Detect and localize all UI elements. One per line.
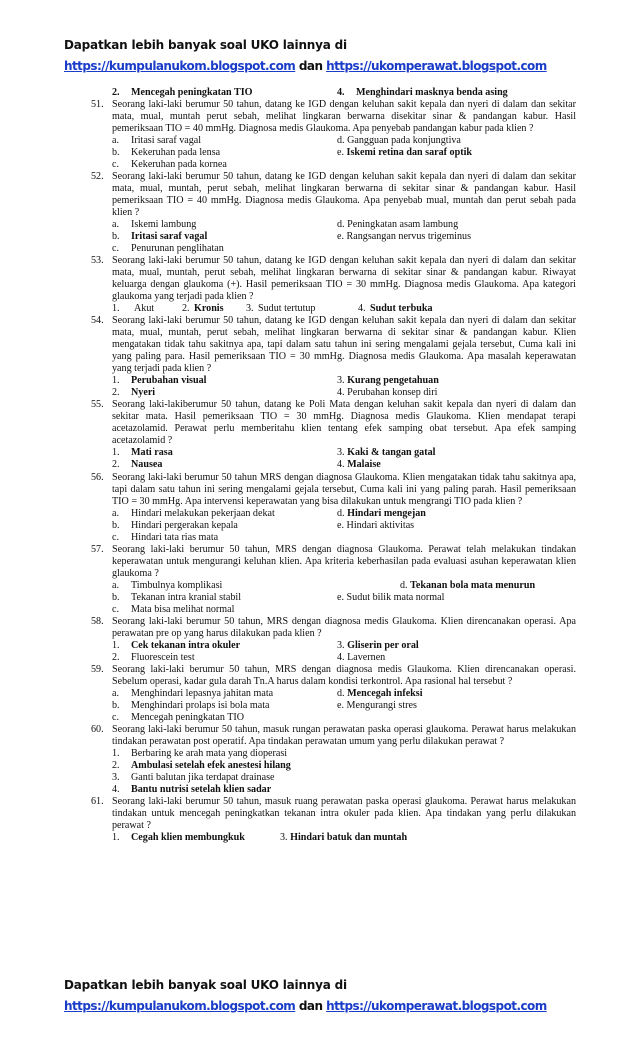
question-56 (88, 472, 576, 508)
header-and-text: dan (295, 59, 327, 73)
question-54 (88, 315, 576, 375)
option-c: Mencegah peningkatan TIO (131, 711, 245, 723)
option-2: Fluorescein test (131, 651, 195, 663)
option-4: Lavernen (347, 651, 386, 663)
question-text: Seorang laki-laki berumur 50 tahun, MRS dengan diagnosa medis Glaukoma. Klien direncanakan operasi. Sebelum operasi, kadar gula darah Tn.A harus dalam kondisi terkontrol. Apa rasional hal tersebut ? (112, 663, 576, 687)
question-text: Seorang laki-laki berumur 50 tahun, MRS dengan diagnosa medis Glaukoma. Klien direncanakan operasi. Apa perawatan pre op yang harus dilakukan pada klien ? (112, 615, 576, 639)
options-row: b. Tekanan intra kranial stabil e. Sudut bilik mata normal (112, 591, 445, 603)
option-a: Hindari melakukan pekerjaan dekat (131, 507, 275, 519)
option-a: Iritasi saraf vagal (131, 135, 202, 147)
options-row: c. Mata bisa melihat normal (112, 603, 235, 615)
carry-over-options: 2. Mencegah peningkatan TIO 4. Menghindari masknya benda asing (112, 87, 508, 98)
options-row: c. Mencegah peningkatan TIO (112, 711, 245, 723)
header-link-ukomperawat[interactable]: https://ukomperawat.blogspot.com (326, 59, 547, 73)
option-e: Sudut bilik mata normal (346, 591, 445, 603)
page-footer (64, 975, 604, 1017)
option-a: Menghindari lepasnya jahitan mata (131, 687, 274, 699)
options-row: b. Hindari pergerakan kepala e. Hindari aktivitas (112, 519, 415, 531)
question-61 (88, 796, 576, 832)
question-text: Seorang laki-laki berumur 50 tahun, masuk ruang perawatan paska operasi glaukoma. Perawat harus melakukan tindakan untuk mencegah peningkatkan tekanan intra okuler pada klien. Apa tindakan yang perlu dilakukan perawat ? (112, 795, 576, 831)
option-b: Iritasi saraf vagal (131, 231, 208, 243)
option-b: Menghindari prolaps isi bola mata (131, 699, 270, 711)
option-a: Timbulnya komplikasi (131, 579, 223, 591)
question-text: Seorang laki-laki berumur 50 tahun, datang ke IGD dengan keluhan sakit kepala dan nyeri di dalam dan sekitar mata, mual, muntah perut sebah, melihat lingkaran berwarna disekitar sinar & pandangan kabur. Hasil pemeriksaan TIO = 40 mmHg. Diagnosa medis Glaukoma. Apa penyebab pandangan kabur pada klien ? (112, 99, 576, 135)
question-text: Seorang laki-laki berumur 50 tahun, masuk rungan perawatan paska operasi glaukoma. Perawat harus melakukan tindakan perawatan post operatif. Apa tindakan perawatan umum yang perlu dilakukan perawat ? (112, 723, 576, 747)
option-2: Nyeri (131, 387, 156, 399)
question-text: Seorang laki-laki berumur 50 tahun, datang ke IGD dengan keluhan sakit kepala dan nyeri di dalam dan sekitar mata, mual, muntah, perut sebah, melihat lingkaran berwarna di sekitar sinar & pandangan kabur. Riwayat keluarga dengan glaukoma (+). Hasil pemeriksaan TIO = 30 mmHg. Diagnosa medis Glaukoma. Apa kategori glaukoma yang terjadi pada klien ? (112, 255, 576, 303)
question-number: 51. (91, 99, 104, 111)
question-number: 58. (91, 615, 104, 627)
question-text: Seorang laki-laki berumur 50 tahun, datang ke IGD dengan keluhan sakit kepala dan nyeri di dalam dan sekitar mata, mual, muntah, perut sebah, melihat lingkaran berwarna di sekitar sinar & pandangan kabur. Hasil pemeriksaan TIO = 40 mmHg. Diagnosa medis Glaukoma. Apa penyebab mual, muntah dan perut sebah pada klien ? (112, 171, 576, 219)
options-row: 1. Akut 2. Kronis 3. Sudut tertutup 4. Sudut terbuka (112, 303, 433, 315)
option-b: Kekeruhan pada lensa (131, 147, 221, 159)
options-row: a. Hindari melakukan pekerjaan dekat d. Hindari mengejan (112, 507, 426, 519)
options-row: 2. Nyeri 4. Perubahan konsep diri (112, 387, 438, 399)
options-row: 1. Cegah klien membungkuk 3. Hindari batuk dan muntah (112, 831, 408, 843)
options-row: c. Hindari tata rias mata (112, 531, 219, 543)
question-number: 60. (91, 723, 104, 735)
question-number: 54. (91, 315, 104, 327)
option-d: Hindari mengejan (347, 507, 426, 519)
header-link-kumpulanukom[interactable]: https://kumpulanukom.blogspot.com (64, 59, 296, 73)
options-row: a. Iritasi saraf vagal d. Gangguan pada konjungtiva (112, 135, 461, 147)
option-b: Hindari pergerakan kepala (131, 519, 238, 531)
footer-and-text: dan (295, 999, 327, 1013)
options-row: a. Timbulnya komplikasi d. Tekanan bola mata menurun (112, 579, 536, 591)
option-b: Tekanan intra kranial stabil (131, 591, 242, 603)
option-d: Tekanan bola mata menurun (410, 579, 536, 591)
option-3: Ganti balutan jika terdapat drainase (131, 771, 275, 783)
page-header (64, 35, 604, 77)
question-number: 59. (91, 663, 104, 675)
options-row: a. Iskemi lambung d. Peningkatan asam lambung (112, 219, 459, 231)
option-e: Iskemi retina dan saraf optik (346, 147, 472, 159)
option-4: Malaise (347, 459, 381, 471)
footer-link-kumpulanukom[interactable]: https://kumpulanukom.blogspot.com (64, 999, 296, 1013)
question-text: Seorang laki-laki berumur 50 tahun, MRS dengan diagnosa Glaukoma. Perawat telah melakukan tindakan keperawatan untuk mengurangi keluhan klien. Apa kriteria keberhasilan pada evaluasi asuhan keperawatan klien glaukoma ? (112, 543, 576, 579)
option-1: Berbaring ke arah mata yang dioperasi (131, 747, 288, 759)
options-row: b. Iritasi saraf vagal e. Rangsangan nervus trigeminus (112, 231, 472, 243)
options-row: 3. Ganti balutan jika terdapat drainase (112, 771, 275, 783)
options-row: b. Menghindari prolaps isi bola mata e. Mengurangi stres (112, 699, 417, 711)
option-e: Hindari aktivitas (346, 519, 415, 531)
header-promo-text: Dapatkan lebih banyak soal UKO lainnya di (64, 38, 347, 52)
option-e: Mengurangi stres (346, 699, 417, 711)
options-row: 2. Fluorescein test 4. Lavernen (112, 651, 386, 663)
question-53 (88, 255, 576, 303)
option-2: Mencegah peningkatan TIO (131, 87, 253, 98)
footer-promo-text: Dapatkan lebih banyak soal UKO lainnya di (64, 978, 347, 992)
option-d: Mencegah infeksi (347, 687, 423, 699)
option-4: Sudut terbuka (370, 303, 433, 315)
footer-link-ukomperawat[interactable]: https://ukomperawat.blogspot.com (326, 999, 547, 1013)
option-3: Sudut tertutup (258, 303, 316, 315)
option-d: Peningkatan asam lambung (347, 219, 459, 231)
option-a: Iskemi lambung (131, 219, 197, 231)
option-1: Perubahan visual (131, 375, 207, 387)
option-d: Gangguan pada konjungtiva (347, 135, 461, 147)
question-number: 53. (91, 255, 104, 267)
question-number: 56. (91, 471, 104, 483)
question-55 (88, 399, 576, 447)
question-60 (88, 724, 576, 748)
options-row: 1. Cek tekanan intra okuler 3. Gliserin per oral (112, 639, 419, 651)
option-1: Mati rasa (131, 447, 173, 459)
question-57 (88, 544, 576, 580)
question-text: Seorang laki-lakiberumur 50 tahun, datang ke Poli Mata dengan keluhan sakit kepala dan nyeri di dalam dan sekitar mata. Hasil pemeriksaan TIO = 30 mmHg. Diagnosa medis Glaukoma. Klien mendapat terapi acetazolamid. Perawat perlu memberitahu klien tentang efek samping obat tersebut. Apa efek samping acetazolamid ? (112, 399, 576, 447)
option-e: Rangsangan nervus trigeminus (346, 231, 472, 243)
options-row: 1. Berbaring ke arah mata yang dioperasi (112, 747, 288, 759)
option-4: Bantu nutrisi setelah klien sadar (131, 783, 272, 795)
question-58 (88, 616, 576, 640)
option-3: Hindari batuk dan muntah (290, 831, 408, 843)
question-number: 52. (91, 171, 104, 183)
question-52 (88, 171, 576, 219)
question-list (88, 87, 576, 844)
options-row: c. Kekeruhan pada kornea (112, 159, 227, 171)
options-row: c. Penurunan penglihatan (112, 243, 224, 255)
question-number: 55. (91, 399, 104, 411)
option-3: Gliserin per oral (347, 639, 419, 651)
option-c: Mata bisa melihat normal (131, 603, 235, 615)
options-row: 1. Perubahan visual 3. Kurang pengetahuan (112, 375, 439, 387)
option-2: Nausea (131, 459, 163, 471)
question-51 (88, 99, 576, 135)
option-4: Menghindari masknya benda asing (356, 87, 508, 98)
question-text: Seorang laki-laki berumur 50 tahun MRS dengan diagnosa Glaukoma. Klien mengatakan tidak tahu sakitnya apa, tapi dalam satu tahun ini sering mengalami gejala tersebut, Cuma kali ini yang paling parah. Hasil pemeriksaan TIO = 30 mmHg. Apa intervensi keperawatan yang bisa dilakukan untuk mengrangi TIO pada klien ? (112, 471, 576, 507)
options-row: 2. Ambulasi setelah efek anestesi hilang (112, 759, 291, 771)
option-c: Kekeruhan pada kornea (131, 159, 227, 171)
option-c: Penurunan penglihatan (131, 243, 224, 255)
option-1: Cegah klien membungkuk (131, 831, 245, 843)
option-4: Perubahan konsep diri (347, 387, 438, 399)
options-row: b. Kekeruhan pada lensa e. Iskemi retina dan saraf optik (112, 147, 472, 159)
option-2: Ambulasi setelah efek anestesi hilang (131, 759, 291, 771)
option-c: Hindari tata rias mata (131, 531, 219, 543)
question-number: 57. (91, 543, 104, 555)
options-row: 2. Nausea 4. Malaise (112, 459, 381, 471)
option-3: Kaki & tangan gatal (347, 447, 436, 459)
options-row: a. Menghindari lepasnya jahitan mata d. Mencegah infeksi (112, 687, 423, 699)
options-row: 1. Mati rasa 3. Kaki & tangan gatal (112, 447, 436, 459)
option-2: Kronis (194, 303, 224, 315)
footer-links (64, 996, 604, 1017)
question-text: Seorang laki-laki berumur 50 tahun, datang ke IGD dengan keluhan sakit kepala dan nyeri di dalam dan sekitar mata, mual, muntah, perut sebah, melihat lingkaran berwarna di sekitar sinar & pandangan kabur. Klien mengatakan tidak tahu sakitnya apa, tapi dalam satu tahun ini sering mengalami gejala tersebut, Cuma kali ini yang paling para. Hasil pemeriksaan TIO = 30 mmHg. Diagnosa medis Glaukoma. Apa masalah keperawatan yang terjadi pada klien ? (112, 315, 576, 375)
option-1: Cek tekanan intra okuler (131, 639, 241, 651)
header-links (64, 56, 604, 77)
question-number: 61. (91, 795, 104, 807)
option-3: Kurang pengetahuan (347, 375, 439, 387)
option-1: Akut (134, 303, 155, 315)
question-59 (88, 664, 576, 688)
options-row: 4. Bantu nutrisi setelah klien sadar (112, 783, 272, 795)
